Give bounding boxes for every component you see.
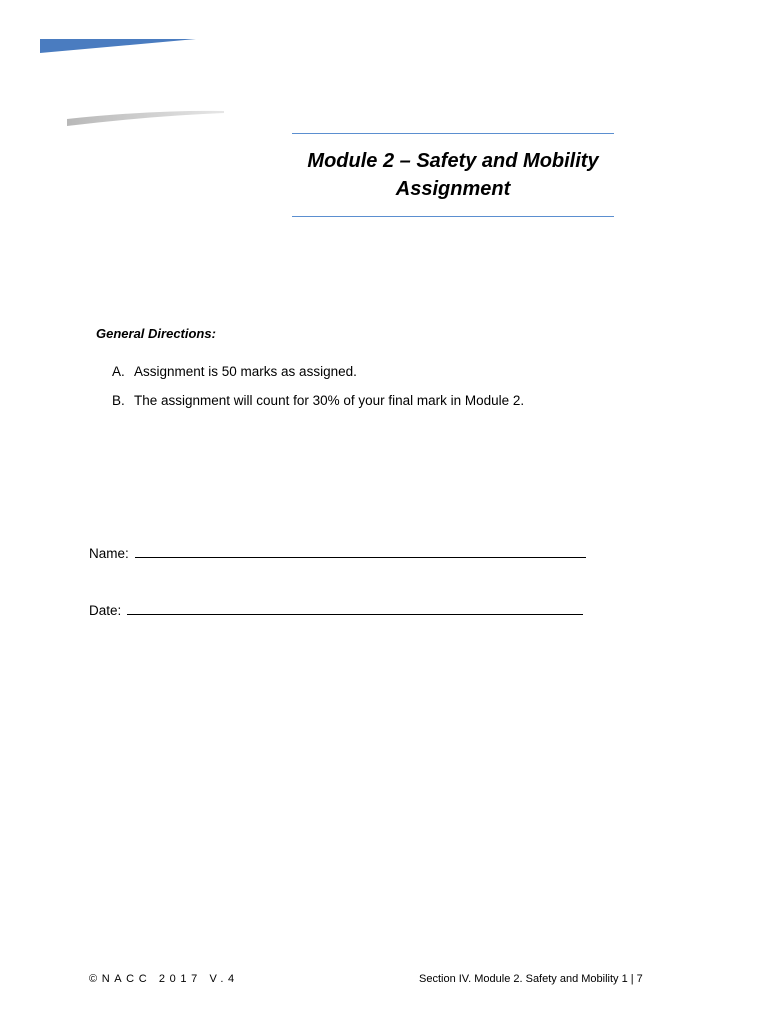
title-block — [292, 133, 614, 217]
list-item-marker: A. — [112, 364, 125, 379]
document-title — [292, 147, 614, 203]
list-item-marker: B. — [112, 393, 125, 408]
date-field[interactable] — [127, 600, 583, 615]
title-line-1: Module 2 – Safety and Mobility — [307, 150, 599, 172]
title-rule-bottom — [292, 216, 614, 217]
date-label: Date: — [89, 603, 122, 618]
date-field-row — [89, 600, 583, 618]
footer-section-page: Section IV. Module 2. Safety and Mobility 1 | 7 — [419, 973, 643, 985]
header-gray-swoosh — [0, 0, 230, 130]
title-rule-top — [292, 133, 614, 134]
list-item — [112, 363, 524, 392]
directions-list — [112, 363, 524, 421]
footer-copyright: ©NACC 2017 V.4 — [89, 973, 239, 985]
name-field[interactable] — [135, 543, 586, 558]
list-item-text: The assignment will count for 30% of your final mark in Module 2. — [134, 393, 525, 408]
name-field-row — [89, 543, 586, 561]
directions-heading: General Directions: — [96, 326, 216, 341]
title-line-2: Assignment — [395, 178, 511, 200]
list-item-text: Assignment is 50 marks as assigned. — [134, 364, 357, 379]
list-item — [112, 392, 524, 421]
name-label: Name: — [89, 546, 129, 561]
